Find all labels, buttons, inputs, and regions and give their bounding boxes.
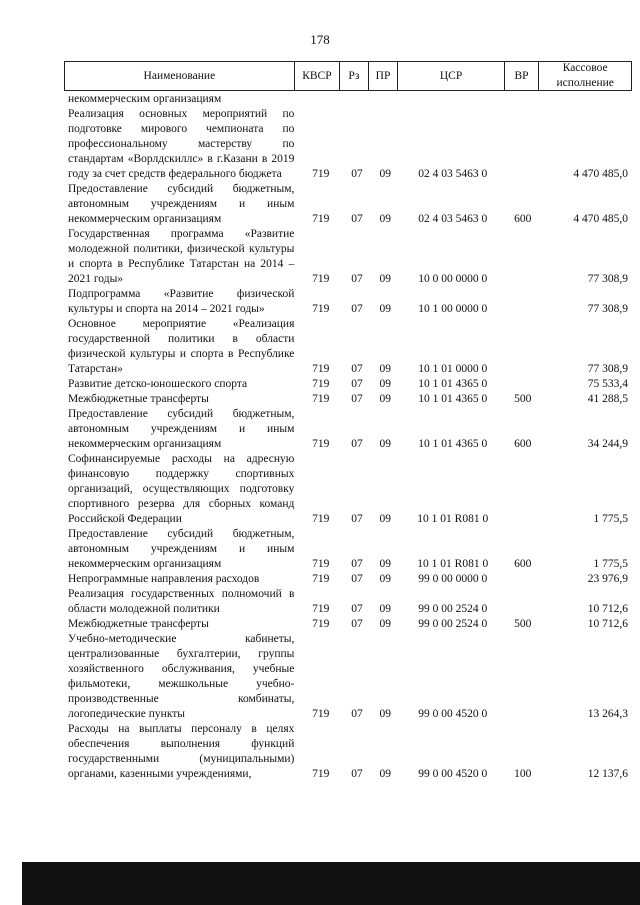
row-csr: 99 0 00 2524 0: [418, 603, 488, 615]
row-kass: 41 288,5: [587, 393, 628, 405]
row-kass: 10 712,6: [587, 618, 628, 630]
row-rz: 07: [351, 363, 363, 375]
row-kass: 77 308,9: [587, 303, 628, 315]
table-body: [64, 92, 632, 782]
row-name: Предоставление субсидий бюджетным, автономным учреждениям и иным некоммерческим организациям: [68, 183, 295, 225]
row-kass: 34 244,9: [587, 438, 628, 450]
row-vr: 500: [514, 618, 532, 630]
row-name: Развитие детско-юношеского спорта: [68, 378, 248, 390]
row-kvsr: 719: [312, 363, 330, 375]
row-name: Подпрограмма «Развитие физической культуры и спорта на 2014 – 2021 годы»: [68, 288, 295, 315]
row-kass: 10 712,6: [587, 603, 628, 615]
row-rz: 07: [351, 213, 363, 225]
row-kass: 77 308,9: [587, 363, 628, 375]
table-row: [64, 392, 632, 407]
row-kass: 4 470 485,0: [573, 168, 628, 180]
row-csr: 99 0 00 2524 0: [418, 618, 488, 630]
row-vr: 600: [514, 438, 532, 450]
row-pr: 09: [379, 168, 391, 180]
row-pr: 09: [379, 363, 391, 375]
row-pr: 09: [379, 618, 391, 630]
row-pr: 09: [379, 708, 391, 720]
table-row: [64, 107, 632, 182]
table-row: [64, 722, 632, 782]
table-row: [64, 617, 632, 632]
row-rz: 07: [351, 378, 363, 390]
row-rz: 07: [351, 168, 363, 180]
row-rz: 07: [351, 558, 363, 570]
row-kass: 4 470 485,0: [573, 213, 628, 225]
row-kass: 13 264,3: [587, 708, 628, 720]
row-kass: 1 775,5: [593, 513, 628, 525]
row-rz: 07: [351, 768, 363, 780]
row-name: Расходы на выплаты персоналу в целях обеспечения выполнения функций государственными (муниципальными) органами, казенными учреждениями,: [68, 723, 295, 780]
row-pr: 09: [379, 393, 391, 405]
row-csr: 10 1 01 4365 0: [418, 438, 488, 450]
row-kvsr: 719: [312, 273, 330, 285]
table-row: [64, 407, 632, 452]
table-row: [64, 452, 632, 527]
row-kvsr: 719: [312, 558, 330, 570]
table-row: [64, 182, 632, 227]
table-row: [64, 572, 632, 587]
row-kass: 77 308,9: [587, 273, 628, 285]
row-pr: 09: [379, 213, 391, 225]
row-name: Межбюджетные трансферты: [68, 393, 209, 405]
row-rz: 07: [351, 438, 363, 450]
row-pr: 09: [379, 573, 391, 585]
row-csr: 02 4 03 5463 0: [418, 213, 488, 225]
table-header: [64, 61, 632, 91]
row-kass: 12 137,6: [587, 768, 628, 780]
header-kvsr: КВСР: [295, 62, 340, 90]
row-csr: 10 1 01 R081 0: [417, 558, 489, 570]
row-name: Предоставление субсидий бюджетным, автономным учреждениям и иным некоммерческим организациям: [68, 528, 295, 570]
row-pr: 09: [379, 303, 391, 315]
row-csr: 10 1 00 0000 0: [418, 303, 488, 315]
table-row: [64, 227, 632, 287]
row-pr: 09: [379, 378, 391, 390]
row-csr: 10 1 01 4365 0: [418, 378, 488, 390]
row-name: некоммерческим организациям: [68, 93, 222, 105]
row-name: Учебно-методические кабинеты, централизованные бухгалтерии, группы хозяйственного обслуживания, учебные фильмотеки, межшкольные учебно-производственные комбинаты, логопедические пункты: [68, 633, 295, 720]
row-pr: 09: [379, 768, 391, 780]
row-pr: 09: [379, 513, 391, 525]
row-csr: 99 0 00 0000 0: [418, 573, 488, 585]
row-name: Межбюджетные трансферты: [68, 618, 209, 630]
row-kass: 23 976,9: [587, 573, 628, 585]
row-csr: 02 4 03 5463 0: [418, 168, 488, 180]
row-name: Софинансируемые расходы на адресную финансовую поддержку спортивных организаций, осуществляющих подготовку спортивного резерва для сборных команд Российской Федерации: [68, 453, 295, 525]
row-vr: 600: [514, 558, 532, 570]
row-name: Непрограммные направления расходов: [68, 573, 260, 585]
row-kvsr: 719: [312, 513, 330, 525]
header-kassovoe-ispolnenie: Кассовое исполнение: [556, 62, 614, 89]
row-kvsr: 719: [312, 378, 330, 390]
row-pr: 09: [379, 603, 391, 615]
row-kvsr: 719: [312, 303, 330, 315]
row-pr: 09: [379, 438, 391, 450]
header-pr: ПР: [369, 62, 399, 90]
row-rz: 07: [351, 513, 363, 525]
table-row: [64, 377, 632, 392]
page-number: 178: [310, 32, 330, 47]
row-name: Основное мероприятие «Реализация государственной политики в области физической культуры и спорта в Республике Татарстан»: [68, 318, 295, 375]
row-kvsr: 719: [312, 438, 330, 450]
row-csr: 10 1 01 0000 0: [418, 363, 488, 375]
header-vr: ВР: [505, 62, 540, 90]
header-rz: Рз: [340, 62, 369, 90]
row-rz: 07: [351, 303, 363, 315]
row-rz: 07: [351, 573, 363, 585]
table-row: [64, 287, 632, 317]
row-name: Реализация основных мероприятий по подготовке мирового чемпионата по профессиональному мастерству по стандартам «Ворлдскиллс» в г.Казани в 2019 году за счет средств федерального бюджета: [68, 108, 295, 180]
row-kvsr: 719: [312, 768, 330, 780]
row-rz: 07: [351, 708, 363, 720]
row-rz: 07: [351, 603, 363, 615]
row-kvsr: 719: [312, 213, 330, 225]
row-kvsr: 719: [312, 573, 330, 585]
table-row: [64, 632, 632, 722]
table-row: [64, 92, 632, 107]
header-csr: ЦСР: [398, 62, 505, 90]
row-name: Государственная программа «Развитие молодежной политики, физической культуры и спорта в Республике Татарстан на 2014 – 2021 годы»: [68, 228, 295, 285]
row-pr: 09: [379, 273, 391, 285]
row-kvsr: 719: [312, 618, 330, 630]
row-pr: 09: [379, 558, 391, 570]
table-row: [64, 587, 632, 617]
row-rz: 07: [351, 618, 363, 630]
row-rz: 07: [351, 273, 363, 285]
row-csr: 10 1 01 4365 0: [418, 393, 488, 405]
row-csr: 99 0 00 4520 0: [418, 708, 488, 720]
row-rz: 07: [351, 393, 363, 405]
row-name: Реализация государственных полномочий в области молодежной политики: [68, 588, 295, 615]
row-kvsr: 719: [312, 603, 330, 615]
row-vr: 100: [514, 768, 532, 780]
table-row: [64, 527, 632, 572]
row-csr: 99 0 00 4520 0: [418, 768, 488, 780]
row-kvsr: 719: [312, 393, 330, 405]
row-kvsr: 719: [312, 168, 330, 180]
row-csr: 10 0 00 0000 0: [418, 273, 488, 285]
row-vr: 600: [514, 213, 532, 225]
row-kass: 75 533,4: [587, 378, 628, 390]
row-csr: 10 1 01 R081 0: [417, 513, 489, 525]
header-name: Наименование: [65, 62, 295, 90]
table-row: [64, 317, 632, 377]
row-name: Предоставление субсидий бюджетным, автономным учреждениям и иным некоммерческим организациям: [68, 408, 295, 450]
scan-bottom-edge: [22, 862, 640, 905]
row-kass: 1 775,5: [593, 558, 628, 570]
row-kvsr: 719: [312, 708, 330, 720]
row-vr: 500: [514, 393, 532, 405]
